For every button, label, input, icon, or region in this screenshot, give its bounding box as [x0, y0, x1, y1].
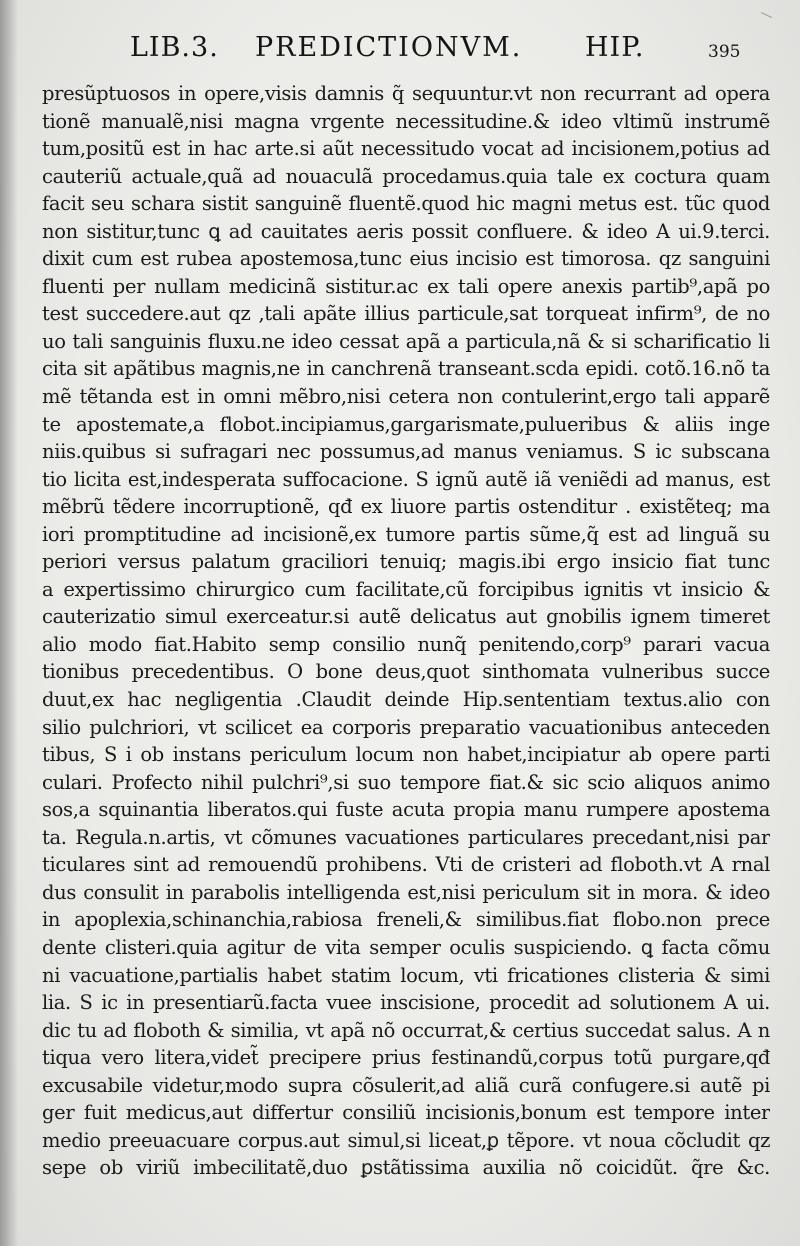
text-line: ni vacuatione,partialis habet statim locum, vti fricationes clisteria & simi — [42, 963, 770, 987]
text-line: cita sit apãtibus magnis,ne in canchrenã transeant.scda epidi. cotõ.16.nõ ta — [42, 357, 770, 381]
text-line: in apoplexia,schinanchia,rabiosa freneli,& similibus.fiat flobo.non prece — [42, 908, 770, 932]
header-title: PREDICTIONVM. — [255, 32, 523, 63]
text-line: mẽbrũ tẽdere incorruptionẽ, qđ ex liuore partis ostenditur . existẽteq; ma — [42, 495, 770, 519]
text-line: ger fuit medicus,aut differtur consiliũ incisionis,bonum est tempore inter — [42, 1101, 770, 1125]
gutter-shadow — [0, 0, 18, 1246]
text-line: culari. Profecto nihil pulchri⁹,si suo tempore fiat.& sic scio aliquos animo — [42, 770, 770, 794]
text-line: test succedere.aut qz ,tali apãte illius particule,sat torqueat infirm⁹, de no — [42, 302, 770, 326]
text-line: presũptuosos in opere,visis damnis q̃ sequuntur.vt non recurrant ad opera — [42, 82, 770, 105]
text-line: te apostemate,a flobot.incipiamus,gargarismate,pulueribus & aliis inge — [42, 412, 770, 436]
text-line: tibus, S i ob instans periculum locum non habet,incipiatur ab opere parti — [42, 743, 770, 767]
text-line: tio licita est,indesperata suffocacione. S ignũ autẽ iã veniẽdi ad manus, est — [42, 467, 770, 491]
text-line: silio pulchriori, vt scilicet ea corporis preparatio vacuationibus anteceden — [42, 715, 770, 739]
text-line: dixit cum est rubea apostemosa,tunc eius incisio est timorosa. qz sanguini — [42, 247, 770, 271]
text-line: medio preeuacuare corpus.aut simul,si liceat,ꝑ tẽpore. vt noua cõcludit qz — [42, 1128, 770, 1152]
running-header — [40, 30, 772, 70]
text-line: a expertissimo chirurgico cum facilitate,cũ forcipibus ignitis vt insicio & — [42, 577, 770, 601]
text-line: iori promptitudine ad incisionẽ,ex tumore partis sũme,q̃ est ad linguã su — [42, 522, 770, 546]
text-line: tionẽ manualẽ,nisi magna vrgente necessitudine.& ideo vltimũ instrumẽ — [42, 109, 770, 133]
text-line: mẽ tẽtanda est in omni mẽbro,nisi cetera non contulerint,ergo tali apparẽ — [42, 385, 770, 409]
text-line: facit seu schara sistit sanguinẽ fluentẽ.quod hic magni metus est. tũc quod — [42, 192, 770, 216]
text-line: tiqua vero litera,videt̃ precipere prius festinandũ,corpus totũ purgare,qđ — [42, 1046, 770, 1070]
text-line: dic tu ad floboth & similia, vt apã nõ occurrat,& certius succedat salus. A n — [42, 1018, 770, 1042]
text-line: lia. S ic in presentiarũ.facta vuee inscisione, procedit ad solutionem A ui. — [42, 991, 770, 1015]
text-line: ticulares sint ad remouendũ prohibens. Vti de cristeri ad floboth.vt A rnal — [42, 853, 770, 877]
body-text — [42, 80, 770, 1182]
text-line: excusabile videtur,modo supra cõsulerit,ad aliã curã confugere.si autẽ pi — [42, 1073, 770, 1097]
text-line: periori versus palatum graciliori tenuiq; magis.ibi ergo insicio fiat tunc — [42, 550, 770, 574]
text-line: fluenti per nullam medicinã sistitur.ac ex tali opere anexis partib⁹,apã po — [42, 274, 770, 298]
text-line: non sistitur,tunc ꝗ ad cauitates aeris possit confluere. & ideo A ui.9.terci. — [42, 219, 770, 243]
corner-crease — [756, 12, 772, 29]
text-line: tionibus precedentibus. O bone deus,quot sinthomata vulneribus succe — [42, 660, 770, 684]
text-line: duut,ex hac negligentia .Claudit deinde Hip.sententiam textus.alio con — [42, 688, 770, 712]
text-line: cauterizatio simul exerceatur.si autẽ delicatus aut gnobilis ignem timeret — [42, 605, 770, 629]
text-line: ta. Regula.n.artis, vt cõmunes vacuationes particulares precedant,nisi par — [42, 825, 770, 849]
text-line: sos,a squinantia liberatos.qui fuste acuta propia manu rumpere apostema — [42, 798, 770, 822]
text-line: niis.quibus si sufragari nec possumus,ad manus veniamus. S ic subscana — [42, 440, 770, 464]
page-number: 395 — [708, 42, 741, 62]
text-line: sepe ob viriũ imbecilitatẽ,duo ꝑstãtissima auxilia nõ coicidũt. q̃re &c. — [42, 1156, 770, 1180]
text-line: dus consulit in parabolis intelligenda est,nisi periculum sit in mora. & ideo — [42, 880, 770, 904]
text-line: alio modo fiat.Habito semp consilio nunq̃ penitendo,corp⁹ parari vacua — [42, 632, 770, 656]
text-line: cauteriũ actuale,quã ad nouaculã procedamus.quia tale ex coctura quam — [42, 164, 770, 188]
header-book: LIB.3. — [130, 32, 219, 63]
text-line: tum,positũ est in hac arte.si aũt necessitudo vocat ad incisionem,potius ad — [42, 137, 770, 161]
text-line: dente clisteri.quia agitur de vita semper oculis suspiciendo. ꝗ facta cõmu — [42, 935, 770, 959]
text-line: uo tali sanguinis fluxu.ne ideo cessat apã a particula,nã & si scharificatio li — [42, 329, 770, 353]
header-section: HIP. — [585, 32, 645, 63]
